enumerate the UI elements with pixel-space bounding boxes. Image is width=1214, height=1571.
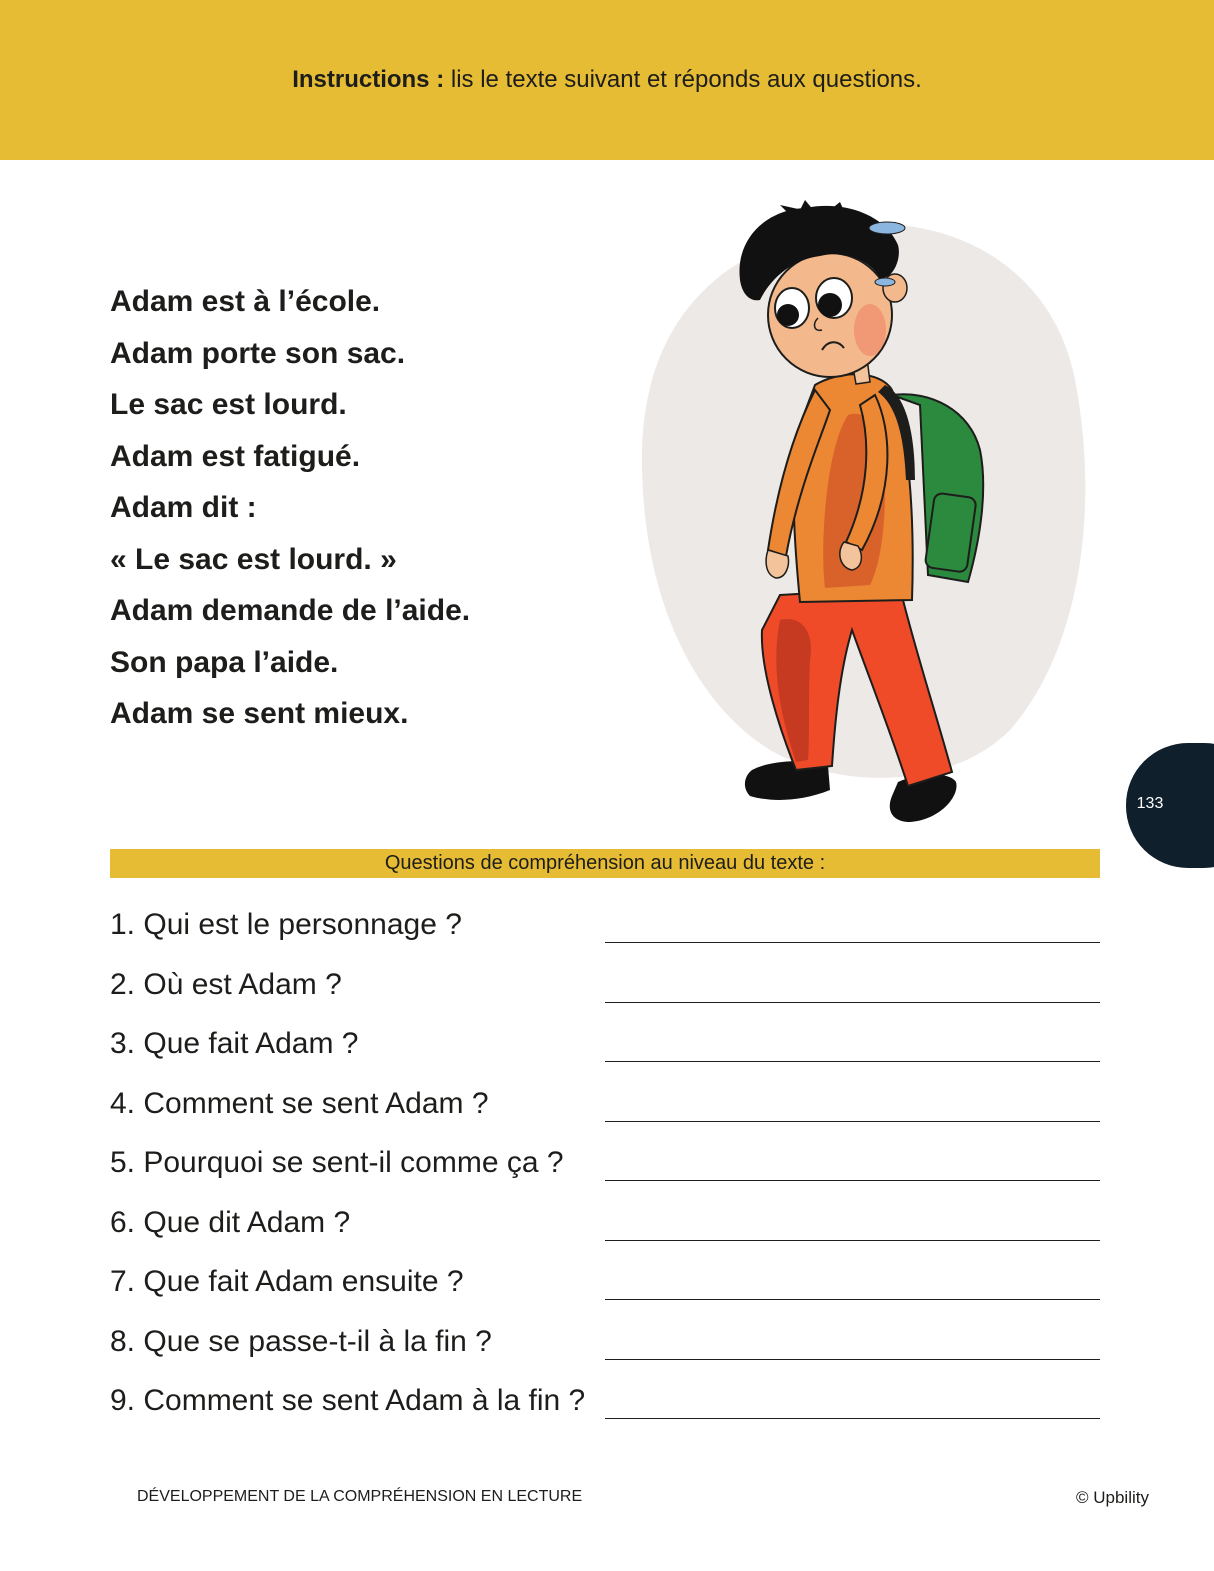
question-text: 8. Que se passe-t-il à la fin ?	[110, 1324, 492, 1358]
sweat-drop-small	[875, 278, 895, 286]
answer-line[interactable]	[605, 1299, 1100, 1300]
right-pupil	[818, 293, 842, 317]
instructions-label: Instructions :	[292, 66, 445, 93]
question-row	[110, 1019, 1100, 1079]
question-row	[110, 1317, 1100, 1377]
answer-line[interactable]	[605, 1418, 1100, 1419]
story-line: Adam porte son sac.	[110, 336, 406, 370]
story-line: « Le sac est lourd. »	[110, 542, 397, 576]
cheek-blush	[854, 304, 886, 356]
right-hand	[840, 542, 862, 570]
question-text: 4. Comment se sent Adam ?	[110, 1086, 489, 1120]
answer-line[interactable]	[605, 1359, 1100, 1360]
tired-boy-with-backpack-illustration	[630, 190, 1100, 830]
answer-line[interactable]	[605, 1240, 1100, 1241]
story-line: Le sac est lourd.	[110, 388, 347, 421]
answer-line[interactable]	[605, 1121, 1100, 1122]
sweat-drop	[869, 222, 905, 234]
question-text: 9. Comment se sent Adam à la fin ?	[110, 1384, 586, 1417]
story-text	[110, 276, 630, 740]
question-row	[110, 1079, 1100, 1139]
footer-copyright: © Upbility	[1076, 1488, 1149, 1507]
answer-line[interactable]	[605, 942, 1100, 943]
question-row	[110, 1257, 1100, 1317]
story-line: Adam demande de l’aide.	[110, 594, 471, 627]
story-line: Adam est fatigué.	[110, 439, 361, 473]
page-number: 133	[1136, 795, 1164, 812]
story-line: Son papa l’aide.	[110, 645, 339, 679]
instructions-text: lis le texte suivant et réponds aux questions.	[444, 66, 922, 93]
question-text: 6. Que dit Adam ?	[110, 1205, 351, 1239]
question-text: 7. Que fait Adam ensuite ?	[110, 1265, 464, 1298]
answer-line[interactable]	[605, 1180, 1100, 1181]
question-text: 5. Pourquoi se sent-il comme ça ?	[110, 1146, 564, 1179]
question-text: 2. Où est Adam ?	[110, 967, 342, 1001]
question-text: 3. Que fait Adam ?	[110, 1027, 359, 1060]
backpack-pocket	[925, 493, 977, 573]
answer-line[interactable]	[605, 1002, 1100, 1003]
left-pupil	[777, 304, 799, 326]
question-text: 1. Qui est le personnage ?	[110, 908, 462, 941]
answer-line[interactable]	[605, 1061, 1100, 1062]
instructions	[0, 66, 1214, 94]
question-row	[110, 900, 1100, 960]
questions-banner: Questions de compréhension au niveau du texte :	[110, 849, 1100, 878]
question-row	[110, 1138, 1100, 1198]
story-line: Adam est à l’école.	[110, 285, 381, 318]
questions-list	[110, 900, 1100, 1436]
story-line: Adam se sent mieux.	[110, 697, 409, 730]
footer-book-title: DÉVELOPPEMENT DE LA COMPRÉHENSION EN LECTURE	[137, 1488, 583, 1505]
question-row	[110, 960, 1100, 1020]
question-row	[110, 1198, 1100, 1258]
story-line: Adam dit :	[110, 491, 257, 524]
question-row	[110, 1376, 1100, 1436]
